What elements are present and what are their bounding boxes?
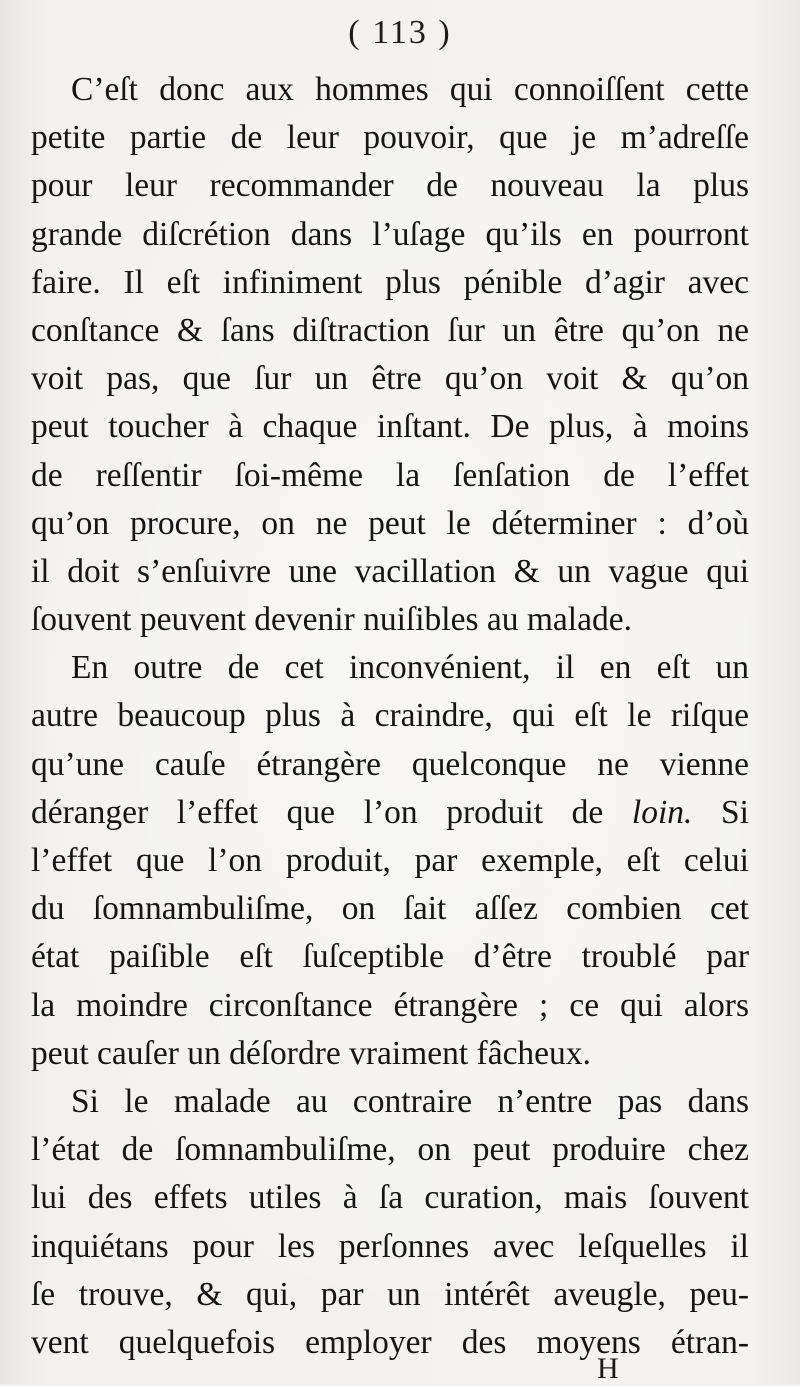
text-segment: déranger l’effet que l’on produit de [31, 793, 604, 831]
text-line: peut toucher à chaque inſtant. De plus, à moins [31, 408, 749, 446]
text-line: grande diſcrétion dans l’uſage qu’ils en pourront [31, 215, 749, 253]
text-line: Si le malade au contraire n’entre pas dans [71, 1082, 749, 1120]
page-number: ( 113 ) [348, 14, 452, 51]
text-line: conſtance & ſans diſtraction ſur un être qu’on ne [31, 311, 749, 349]
text-line: pour leur recommander de nouveau la plus [31, 167, 749, 205]
text-line: il doit s’enſuivre une vacillation & un vague qui [31, 552, 749, 590]
text-line: petite partie de leur pouvoir, que je m’adreſſe [31, 119, 749, 157]
text-line: En outre de cet inconvénient, il en eſt un [71, 649, 749, 687]
text-line: voit pas, que ſur un être qu’on voit & qu’on [31, 360, 749, 398]
text-line: l’effet que l’on produit, par exemple, eſt celui [31, 842, 749, 879]
text-line: l’état de ſomnambuliſme, on peut produire chez [31, 1131, 749, 1169]
text-segment: Si [692, 793, 749, 831]
text-line: ſe trouve, & qui, par un intérêt aveugle, peu- [31, 1275, 749, 1313]
text-line: qu’une cauſe étrangère quelconque ne vienne [31, 745, 749, 783]
text-line: du ſomnambuliſme, on ſait aſſez combien cet [31, 890, 749, 928]
text-line: faire. Il eſt infiniment plus pénible d’agir avec [31, 263, 749, 301]
text-line: de reſſentir ſoi-même la ſenſation de l’effet [31, 456, 749, 494]
italic-word: loin. [631, 793, 693, 831]
text-line: peut cauſer un déſordre vraiment fâcheux. [31, 1034, 591, 1072]
text-line-with-italic [31, 789, 749, 837]
text-line: vent quelquefois employer des moyens étran- [31, 1323, 749, 1361]
text-line: autre beaucoup plus à craindre, qui eſt le riſque [31, 697, 749, 735]
text-line: état paiſible eſt ſuſceptible d’être troublé par [31, 938, 749, 976]
signature-mark: H [597, 1352, 619, 1385]
text-line: qu’on procure, on ne peut le déterminer : d’où [31, 504, 749, 542]
text-line: la moindre circonſtance étrangère ; ce qui alors [31, 986, 749, 1024]
text-line: lui des effets utiles à ſa curation, mais ſouvent [31, 1179, 749, 1217]
text-line: inquiétans pour les perſonnes avec leſquelles il [31, 1227, 749, 1265]
text-line: ſouvent peuvent devenir nuiſibles au malade. [31, 601, 632, 639]
text-line: C’eſt donc aux hommes qui connoiſſent cette [71, 71, 749, 108]
body-text [31, 66, 749, 1367]
